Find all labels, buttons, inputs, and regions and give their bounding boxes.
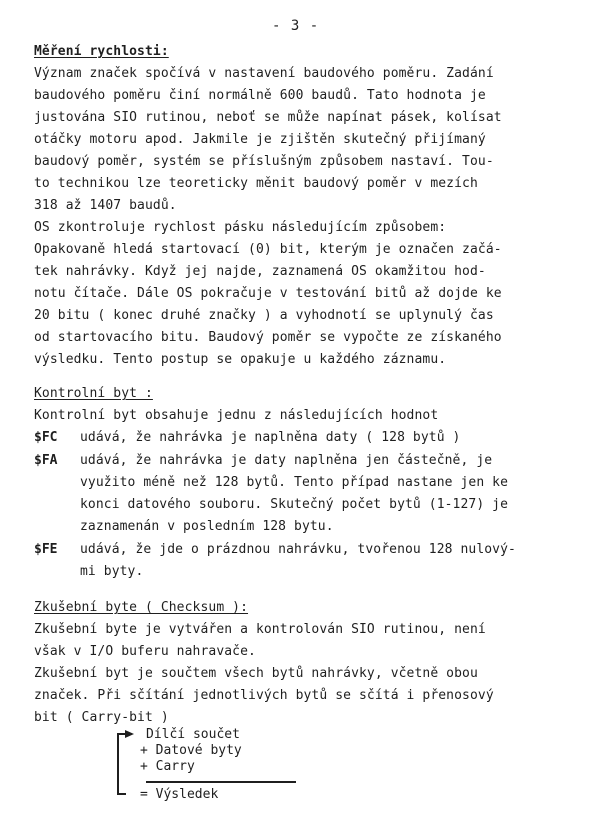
heading-speed: Měření rychlosti: <box>34 44 169 59</box>
sum-line-data-bytes: + Datové byty <box>140 743 242 758</box>
sum-line-partial: Dílčí součet <box>146 727 240 742</box>
heading-checksum: Zkušební byte ( Checksum ): <box>34 600 249 615</box>
sum-line-carry: + Carry <box>140 759 195 774</box>
text-line: zaznamenán v posledním 128 bytu. <box>80 519 334 534</box>
text-line: využito méně než 128 bytů. Tento případ nastane jen ke <box>80 475 509 490</box>
text-line: notu čítače. Dále OS pokračuje v testování bitů až dojde ke <box>34 286 502 301</box>
text-line: Zkušební byt je součtem všech bytů nahrávky, včetně obou <box>34 666 478 681</box>
text-line: však v I/O buferu nahravače. <box>34 644 256 659</box>
heading-control-byte: Kontrolní byt : <box>34 386 153 401</box>
text-line: justována SIO rutinou, neboť se může napínat pásek, kolísat <box>34 110 502 125</box>
text-line: udává, že nahrávka je naplněna daty ( 128 bytů ) <box>80 430 461 445</box>
text-line: Kontrolní byt obsahuje jednu z následujících hodnot <box>34 408 439 423</box>
bracket-line <box>118 734 132 794</box>
text-line: tek nahrávky. Když jej najde, zaznamená OS okamžitou hod- <box>34 264 486 279</box>
text-line: Zkušební byte je vytvářen a kontrolován SIO rutinou, není <box>34 622 486 637</box>
text-line: konci datového souboru. Skutečný počet bytů (1-127) je <box>80 497 509 512</box>
text-line: mi byty. <box>80 564 144 579</box>
sum-result: = Výsledek <box>140 787 219 802</box>
text-line: udává, že nahrávka je daty naplněna jen částečně, je <box>80 453 493 468</box>
text-line: udává, že jde o prázdnou nahrávku, tvořenou 128 nulový- <box>80 542 516 557</box>
text-line: to technikou lze teoreticky měnit baudový poměr v mezích <box>34 176 478 191</box>
page-number: - 3 - <box>272 18 320 34</box>
text-line: výsledku. Tento postup se opakuje u každého záznamu. <box>34 352 447 367</box>
text-line: 318 až 1407 baudů. <box>34 198 177 213</box>
text-line: otáčky motoru apod. Jakmile je zjištěn skutečný přijímaný <box>34 132 486 147</box>
code-fc: $FC <box>34 430 58 445</box>
code-fa: $FA <box>34 453 58 468</box>
text-line: značek. Při sčítání jednotlivých bytů se sčítá i přenosový <box>34 688 494 703</box>
arrow-head-icon <box>125 730 134 738</box>
text-line: od startovacího bitu. Baudový poměr se vypočte ze získaného <box>34 330 502 345</box>
text-line: bit ( Carry-bit ) <box>34 710 169 725</box>
text-line: Význam značek spočívá v nastavení baudového poměru. Zadání <box>34 66 494 81</box>
text-line: OS zkontroluje rychlost pásku následujícím způsobem: <box>34 220 447 235</box>
text-line: baudového poměru činí normálně 600 baudů. Tato hodnota je <box>34 88 486 103</box>
code-fe: $FE <box>34 542 58 557</box>
text-line: 20 bitu ( konec druhé značky ) a vyhodnotí se uplynulý čas <box>34 308 494 323</box>
text-line: baudový poměr, systém se příslušným způsobem nastaví. Tou- <box>34 154 494 169</box>
text-line: Opakovaně hledá startovací (0) bit, kterým je označen začá- <box>34 242 502 257</box>
